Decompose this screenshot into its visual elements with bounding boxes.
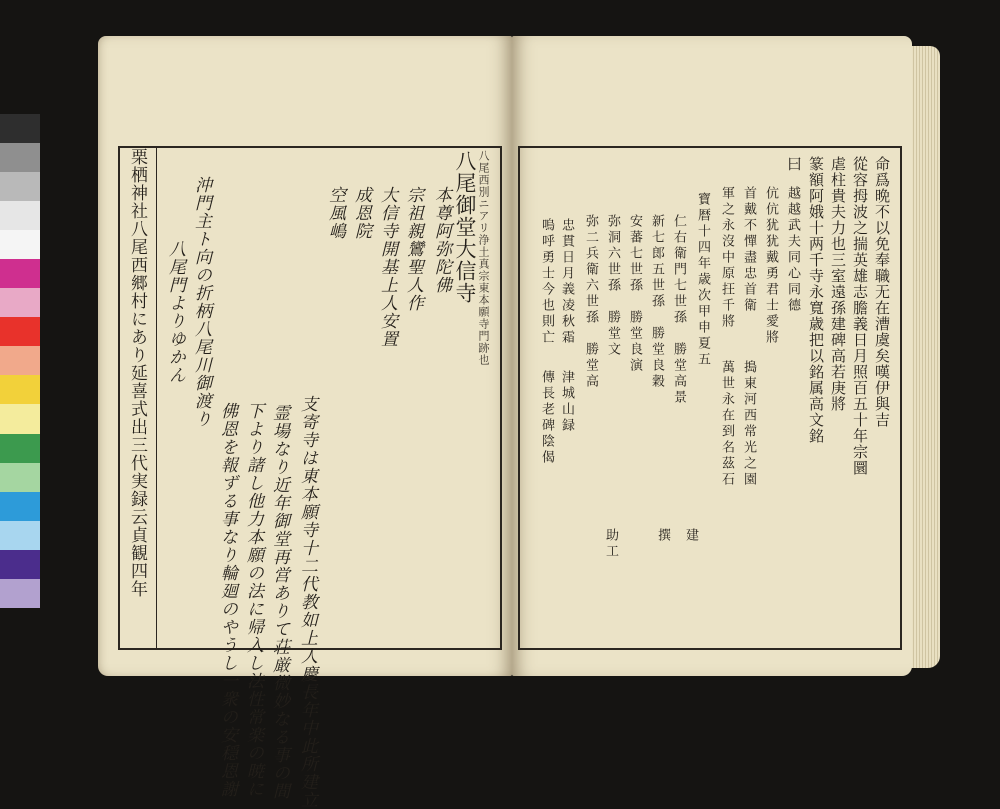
left-text-line: 支寄寺は東本願寺十二代教如上人慶長年中此所建立 [297, 395, 317, 809]
page-edges [908, 46, 940, 668]
left-frame-inner-rule [156, 146, 157, 650]
lineage-name: 安蕃七世孫 勝堂良演 [627, 214, 642, 374]
left-text-line: 宗祖親鸞聖人作 [403, 186, 423, 312]
epitaph-verse: 搗東河西常光之園 [741, 360, 756, 488]
color-swatch [0, 375, 40, 404]
epitaph-verse: 虐柱貴夫力也三室遠孫建碑高若庚將 [829, 156, 847, 412]
epitaph-verse: 軍之永沒中原抂千將 [719, 186, 734, 330]
closing-poem: 傳長老碑陰偈 [539, 370, 554, 466]
closing-poem: 忠貫日月義凌秋霜 [559, 218, 574, 346]
color-swatch [0, 463, 40, 492]
left-text-line: 佛恩を報ずる事なり輪廻のやうし一衆の安穏恩謝 [217, 402, 237, 798]
left-text-line: 大信寺開基上人安置 [377, 186, 397, 348]
lineage-name: 仁右衛門七世孫 勝堂高景 [671, 214, 686, 406]
color-swatch [0, 434, 40, 463]
lineage-name: 弥洞六世孫 勝堂文 [605, 214, 620, 358]
color-swatch [0, 259, 40, 288]
color-swatch [0, 317, 40, 346]
color-swatch [0, 114, 40, 143]
left-text-line: 本尊阿弥陀佛 [431, 186, 451, 294]
epitaph-verse: 伉伉犹犹戴勇君士愛將 [763, 186, 778, 346]
epitaph-verse: 篆額阿娥十两千寺永寬歳把以銘属高文銘 [807, 156, 825, 444]
color-swatch [0, 230, 40, 259]
color-swatch [0, 579, 40, 608]
color-swatch [0, 346, 40, 375]
epitaph-verse: 首戴不憚盡忠首衛 [741, 186, 756, 314]
left-footnote-kuriho-shrine: 栗栖神社八尾西郷村にあり延喜式出三代実録云貞観四年 [127, 148, 147, 598]
left-page-title: 八尾御堂大信寺 [453, 150, 477, 304]
credit-label: 建 [683, 528, 698, 544]
color-swatch [0, 404, 40, 433]
credit-label: 撰 [655, 528, 670, 544]
left-text-line: 成恩院 [351, 186, 371, 240]
epitaph-verse: 越越武夫同心同德 [785, 186, 800, 314]
lineage-name: 新七郎五世孫 勝堂良穀 [649, 214, 664, 390]
closing-poem: 嗚呼勇士今也則亡 [539, 218, 554, 346]
left-page-title-note: 八尾西別ニアリ浄土真宗東本願寺門跡也 [477, 150, 490, 366]
color-swatch [0, 201, 40, 230]
color-swatch [0, 492, 40, 521]
color-swatch [0, 172, 40, 201]
left-text-line: 下より諸し他力本願の法に帰入し法性常楽の暁に [243, 402, 263, 798]
left-text-line: 八尾門よりゆかん [165, 240, 185, 384]
left-text-line: 沖門主ト向の折柄八尾川御渡り [191, 176, 211, 428]
color-calibration-chart [0, 114, 40, 608]
left-text-line: 空風嶋 [325, 186, 345, 240]
epitaph-verse: 曰 [785, 156, 803, 172]
color-swatch [0, 143, 40, 172]
credit-label: 助工 [603, 528, 618, 560]
color-swatch [0, 288, 40, 317]
left-text-line: 霊場なり近年御堂再営ありて荘厳微妙なる事の間 [269, 404, 289, 800]
epitaph-verse: 從容拇波之揣英雄志膽義日月照百五十年宗圜 [851, 156, 869, 476]
color-swatch [0, 521, 40, 550]
lineage-name: 弥二兵衛六世孫 勝堂高 [583, 214, 598, 390]
epitaph-verse: 命爲晩不以免奉職无在漕虞矣嘆伊與吉 [873, 156, 891, 428]
color-swatch [0, 550, 40, 579]
epitaph-verse: 萬世永在到名茲石 [719, 360, 734, 488]
closing-poem: 津城山録 [559, 370, 574, 434]
dedication-date: 寶暦十四年歳次甲申夏五 [695, 192, 710, 368]
